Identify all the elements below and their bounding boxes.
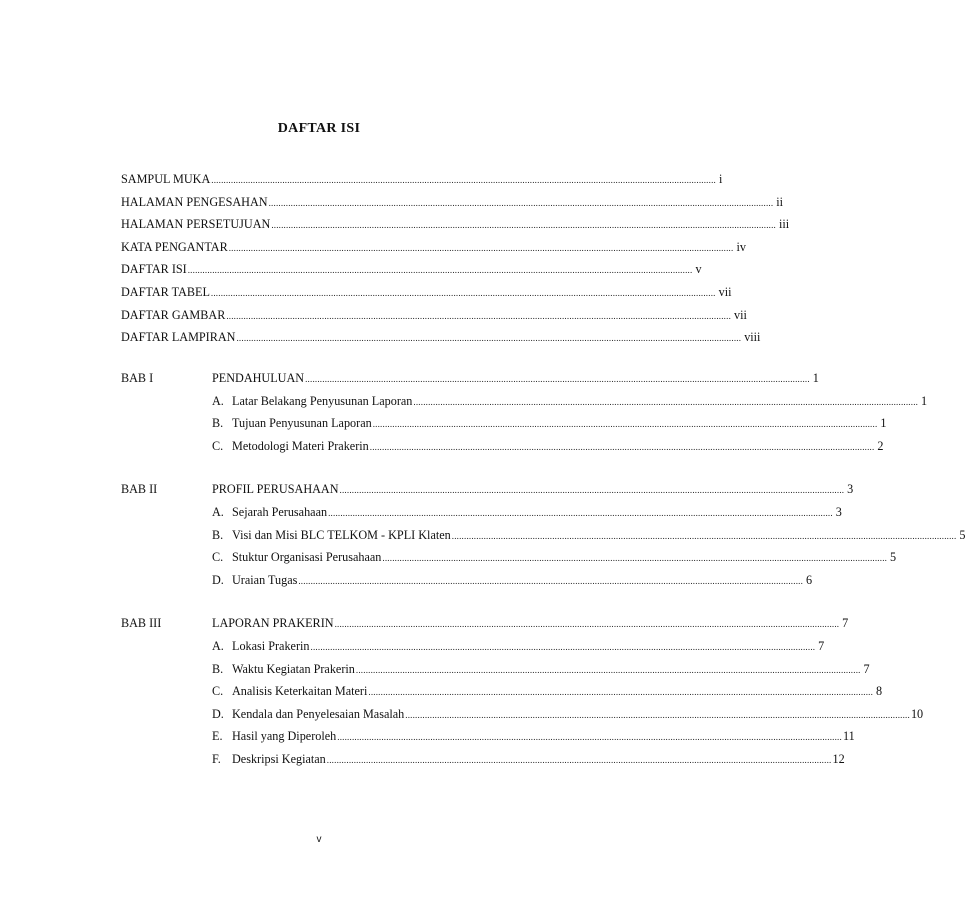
dot-leader <box>382 553 887 563</box>
section-title: Tujuan Penyusunan Laporan <box>232 416 372 431</box>
section-letter: A. <box>212 504 224 519</box>
section-entry <box>232 729 855 744</box>
dot-leader <box>298 576 803 586</box>
section-row <box>121 706 924 730</box>
toc-page-number: 7 <box>863 661 870 676</box>
section-row <box>121 751 845 775</box>
section-entry <box>232 573 812 588</box>
section-title: Sejarah Perusahaan <box>232 504 328 519</box>
toc-page-number: 1 <box>812 371 819 385</box>
section-row <box>121 393 928 417</box>
dot-leader <box>368 687 873 697</box>
section-row <box>121 684 883 707</box>
section-row <box>121 438 884 462</box>
toc-page-number: 1 <box>921 393 928 408</box>
section-title: Latar Belakang Penyusunan Laporan <box>232 393 413 408</box>
toc-page-number: 7 <box>818 638 825 653</box>
section-title: Kendala dan Penyelesaian Masalah <box>232 706 405 721</box>
toc-page-number: 11 <box>842 729 855 744</box>
toc-page-number: 6 <box>805 572 813 587</box>
section-row <box>121 638 825 662</box>
toc-page-number: 7 <box>842 616 849 631</box>
toc-entry-label: HALAMAN PERSETUJUAN <box>121 217 271 232</box>
dot-leader <box>356 665 861 675</box>
dot-leader <box>370 442 875 452</box>
toc-entry-label: DAFTAR GAMBAR <box>121 307 226 322</box>
section-letter: D. <box>212 572 224 587</box>
section-row <box>121 504 842 528</box>
dot-leader <box>328 508 833 518</box>
toc-entry-label: SAMPUL MUKA <box>121 172 211 186</box>
section-letter: A. <box>212 638 224 653</box>
toc-page-number: 1 <box>880 416 887 431</box>
toc-page-number: vii <box>718 284 732 299</box>
toc-page-number: 8 <box>875 684 883 699</box>
toc-page-number: viii <box>744 330 761 345</box>
dot-leader <box>335 619 840 629</box>
section-title: Metodologi Materi Prakerin <box>232 438 369 453</box>
section-entry <box>232 752 845 767</box>
section-letter: B. <box>212 527 224 542</box>
section-row <box>121 572 813 596</box>
toc-page-number: 3 <box>847 482 854 497</box>
footer-page-number: v <box>316 834 322 845</box>
dot-leader <box>211 288 716 298</box>
chapter-block <box>121 616 924 774</box>
dot-leader <box>327 755 832 765</box>
toc-page-number: ii <box>776 194 784 209</box>
chapter-title: PENDAHULUAN <box>212 371 305 385</box>
toc-row <box>121 239 746 263</box>
toc-page-number: v <box>695 262 702 277</box>
section-entry <box>232 394 927 409</box>
section-row <box>121 527 965 551</box>
section-title: Uraian Tugas <box>232 572 298 587</box>
section-title: Analisis Keterkaitan Materi <box>232 684 368 699</box>
section-letter: C. <box>212 684 224 699</box>
toc-page-number: iv <box>736 239 746 254</box>
dot-leader <box>229 243 734 253</box>
toc-row <box>121 194 784 218</box>
section-title: Deskripsi Kegiatan <box>232 751 326 766</box>
dot-leader <box>373 419 878 429</box>
toc-entry-label: DAFTAR TABEL <box>121 284 210 299</box>
section-row <box>121 661 870 685</box>
toc-row <box>121 262 702 285</box>
front-matter-list <box>121 172 790 353</box>
chapter-heading <box>121 616 849 639</box>
chapter-entry <box>212 616 848 631</box>
chapter-list <box>121 371 965 796</box>
section-title: Visi dan Misi BLC TELKOM - KPLI Klaten <box>232 527 451 542</box>
chapter-entry <box>212 482 853 497</box>
chapter-number: BAB II <box>121 482 158 497</box>
section-row <box>121 416 887 439</box>
toc-page-number: i <box>718 172 723 186</box>
toc-page-number: 5 <box>959 527 965 542</box>
dot-leader <box>413 397 918 407</box>
chapter-block <box>121 482 965 595</box>
section-letter: C. <box>212 438 224 453</box>
toc-page-number: 5 <box>890 550 897 565</box>
section-title: Lokasi Prakerin <box>232 638 310 653</box>
section-letter: D. <box>212 706 224 721</box>
toc-row <box>121 307 747 331</box>
toc-page-number: iii <box>779 217 790 232</box>
section-letter: E. <box>212 729 223 744</box>
chapter-number: BAB III <box>121 616 162 631</box>
toc-row <box>121 217 790 240</box>
section-entry <box>232 707 923 722</box>
dot-leader <box>211 175 716 185</box>
toc-entry-label: HALAMAN PENGESAHAN <box>121 194 268 209</box>
chapter-title: PROFIL PERUSAHAAN <box>212 482 339 497</box>
section-entry <box>232 416 886 431</box>
dot-leader <box>311 642 816 652</box>
section-title: Hasil yang Diperoleh <box>232 729 337 744</box>
page-title: DAFTAR ISI <box>277 121 361 136</box>
chapter-heading <box>121 482 854 505</box>
toc-page-number: 12 <box>832 751 845 766</box>
section-letter: C. <box>212 550 224 565</box>
toc-entry-label: KATA PENGANTAR <box>121 239 228 254</box>
toc-entry-label: DAFTAR LAMPIRAN <box>121 330 236 345</box>
toc-row <box>121 330 761 353</box>
dot-leader <box>452 531 957 541</box>
section-entry <box>232 528 965 543</box>
dot-leader <box>271 220 776 230</box>
dot-leader <box>226 311 731 321</box>
section-entry <box>232 550 896 565</box>
chapter-number: BAB I <box>121 371 154 385</box>
toc-page-number: 10 <box>910 706 924 721</box>
section-letter: B. <box>212 416 224 431</box>
toc-row <box>121 172 723 195</box>
section-entry <box>232 662 870 677</box>
section-entry <box>232 639 824 654</box>
section-entry <box>232 684 882 699</box>
toc-page-number: vii <box>734 307 747 322</box>
toc-page-number: 2 <box>877 438 884 453</box>
section-letter: B. <box>212 661 224 676</box>
toc-page-number: 3 <box>835 504 842 519</box>
section-entry <box>232 505 842 520</box>
chapter-entry <box>212 371 819 386</box>
dot-leader <box>340 485 845 495</box>
section-row <box>121 550 897 573</box>
section-entry <box>232 439 883 454</box>
section-letter: A. <box>212 393 224 408</box>
dot-leader <box>236 333 741 343</box>
section-title: Stuktur Organisasi Perusahaan <box>232 550 382 565</box>
toc-entry-label: DAFTAR ISI <box>121 262 187 277</box>
chapter-block <box>121 371 928 461</box>
dot-leader <box>337 732 842 742</box>
chapter-title: LAPORAN PRAKERIN <box>212 616 334 631</box>
section-title: Waktu Kegiatan Prakerin <box>232 661 355 676</box>
chapter-heading <box>121 371 819 394</box>
section-row <box>121 729 855 752</box>
dot-leader <box>269 198 774 208</box>
toc-row <box>121 284 732 308</box>
dot-leader <box>305 374 810 384</box>
section-letter: F. <box>212 751 221 766</box>
dot-leader <box>188 265 693 275</box>
dot-leader <box>405 710 910 720</box>
